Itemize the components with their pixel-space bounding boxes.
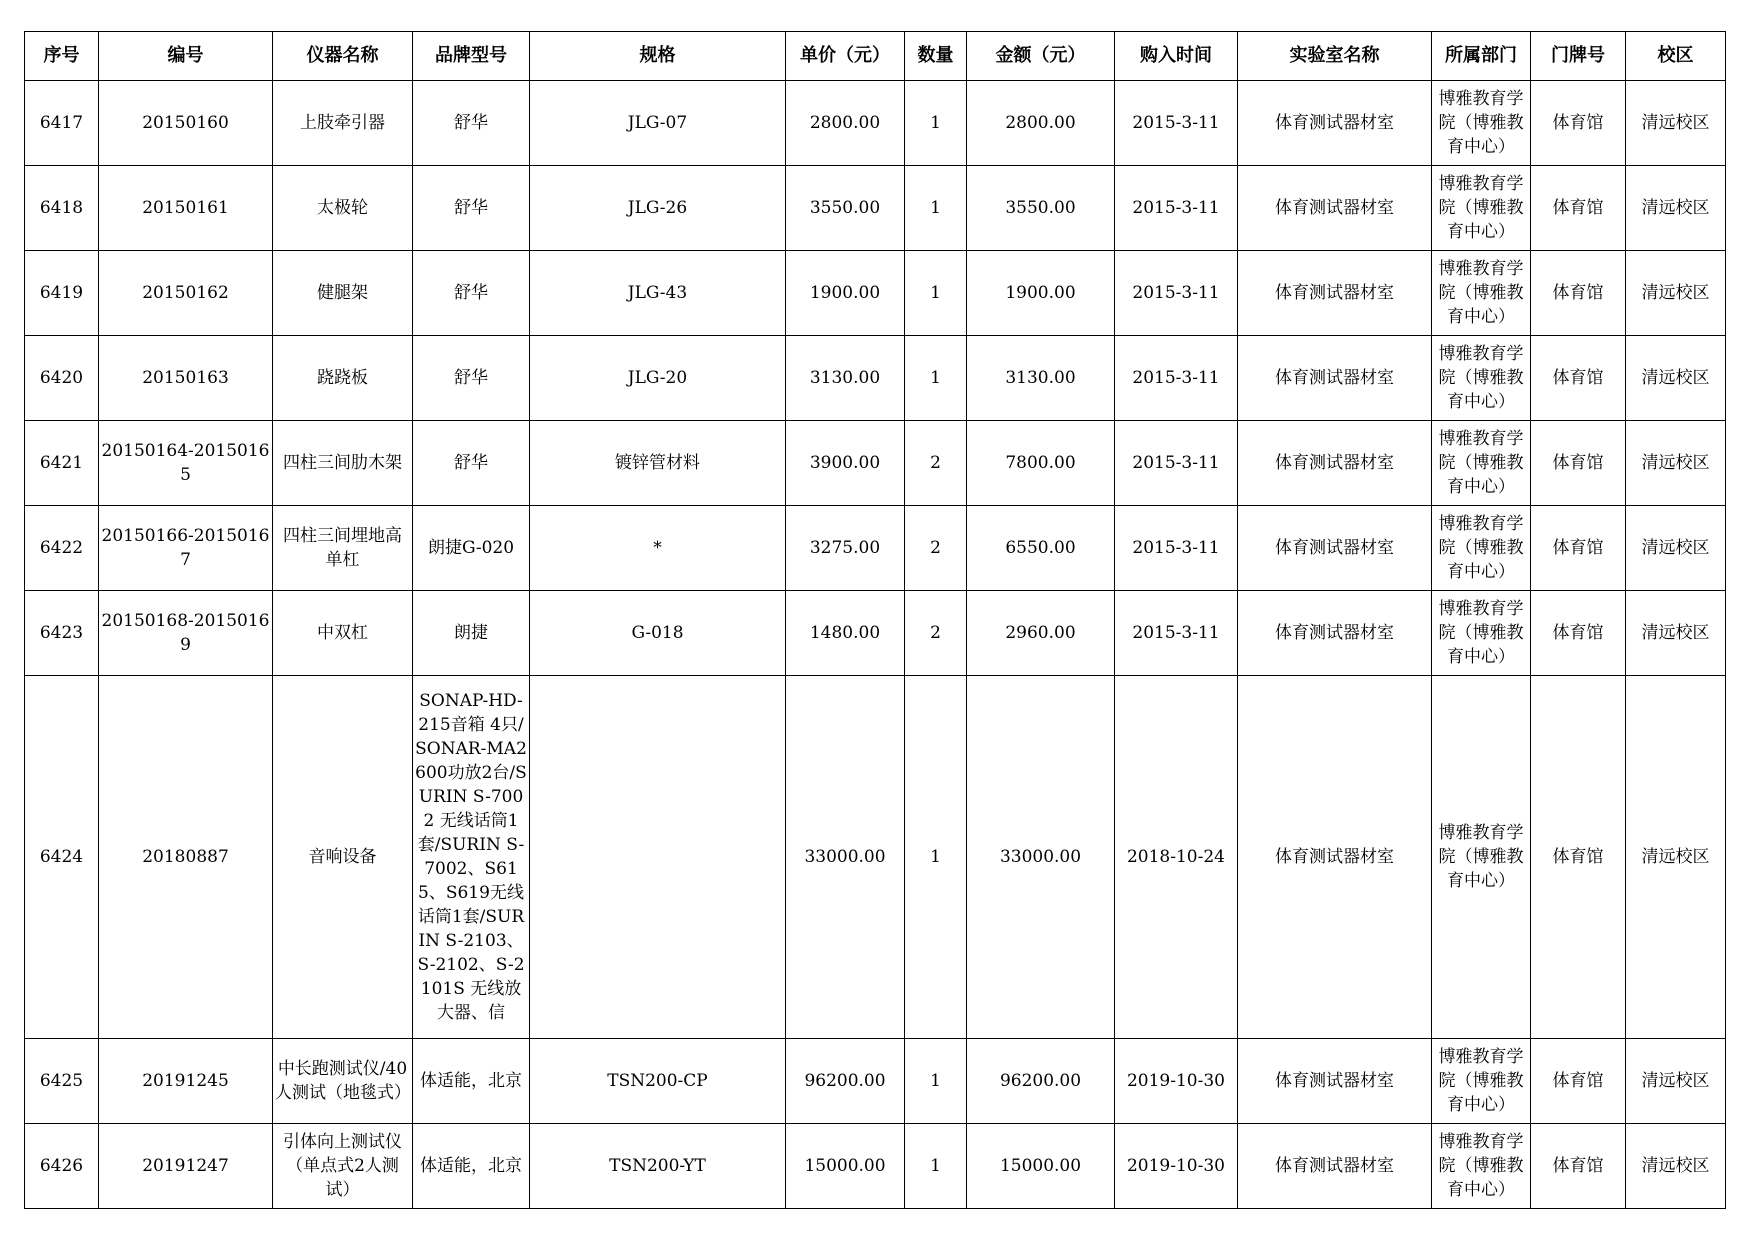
cell-campus: 清远校区 <box>1626 421 1726 506</box>
table-row <box>25 166 1726 251</box>
cell-seq: 6419 <box>25 251 99 336</box>
cell-code: 20191247 <box>99 1124 273 1209</box>
cell-price: 3900.00 <box>786 421 905 506</box>
cell-amount: 2960.00 <box>967 591 1115 676</box>
cell-dept <box>1432 421 1531 506</box>
cell-campus: 清远校区 <box>1626 81 1726 166</box>
table-body <box>25 81 1726 1209</box>
cell-seq: 6425 <box>25 1039 99 1124</box>
cell-brand: 体适能，北京 <box>413 1039 530 1124</box>
cell-amount: 2800.00 <box>967 81 1115 166</box>
cell-price: 3130.00 <box>786 336 905 421</box>
cell-dept <box>1432 336 1531 421</box>
cell-code: 20150164-20150165 <box>99 421 273 506</box>
cell-name: 健腿架 <box>273 251 413 336</box>
dept-text: 博雅教育学院（博雅教育中心） <box>1438 174 1524 242</box>
cell-lab: 体育测试器材室 <box>1238 81 1432 166</box>
cell-seq: 6424 <box>25 676 99 1039</box>
cell-dept <box>1432 591 1531 676</box>
cell-name: 跷跷板 <box>273 336 413 421</box>
table-row <box>25 506 1726 591</box>
cell-room: 体育馆 <box>1531 81 1626 166</box>
cell-qty: 1 <box>905 166 967 251</box>
dept-text: 博雅教育学院（博雅教育中心） <box>1438 259 1524 327</box>
cell-amount: 1900.00 <box>967 251 1115 336</box>
cell-room: 体育馆 <box>1531 251 1626 336</box>
cell-price: 1900.00 <box>786 251 905 336</box>
dept-text: 博雅教育学院（博雅教育中心） <box>1438 89 1524 157</box>
cell-qty: 1 <box>905 676 967 1039</box>
cell-date: 2015-3-11 <box>1115 591 1238 676</box>
cell-price: 1480.00 <box>786 591 905 676</box>
cell-brand: 舒华 <box>413 421 530 506</box>
cell-name: 四柱三间肋木架 <box>273 421 413 506</box>
cell-name: 太极轮 <box>273 166 413 251</box>
table-row <box>25 1039 1726 1124</box>
dept-text: 博雅教育学院（博雅教育中心） <box>1438 599 1524 667</box>
cell-dept <box>1432 1039 1531 1124</box>
cell-lab: 体育测试器材室 <box>1238 251 1432 336</box>
cell-spec: TSN200-CP <box>530 1039 786 1124</box>
cell-room: 体育馆 <box>1531 591 1626 676</box>
cell-campus: 清远校区 <box>1626 591 1726 676</box>
cell-dept <box>1432 251 1531 336</box>
header-seq: 序号 <box>25 32 99 81</box>
dept-text: 博雅教育学院（博雅教育中心） <box>1438 429 1524 497</box>
cell-lab: 体育测试器材室 <box>1238 591 1432 676</box>
cell-dept <box>1432 166 1531 251</box>
table-row <box>25 591 1726 676</box>
table-row <box>25 336 1726 421</box>
header-dept: 所属部门 <box>1432 32 1531 81</box>
cell-amount: 33000.00 <box>967 676 1115 1039</box>
header-qty: 数量 <box>905 32 967 81</box>
cell-lab: 体育测试器材室 <box>1238 166 1432 251</box>
cell-seq: 6418 <box>25 166 99 251</box>
cell-spec: JLG-26 <box>530 166 786 251</box>
cell-code: 20150166-20150167 <box>99 506 273 591</box>
dept-text: 博雅教育学院（博雅教育中心） <box>1438 514 1524 582</box>
cell-code: 20150161 <box>99 166 273 251</box>
cell-qty: 2 <box>905 506 967 591</box>
dept-text: 博雅教育学院（博雅教育中心） <box>1438 1132 1524 1200</box>
cell-seq: 6426 <box>25 1124 99 1209</box>
cell-date: 2015-3-11 <box>1115 81 1238 166</box>
dept-text: 博雅教育学院（博雅教育中心） <box>1438 344 1524 412</box>
cell-seq: 6420 <box>25 336 99 421</box>
cell-brand: 舒华 <box>413 251 530 336</box>
cell-code: 20150160 <box>99 81 273 166</box>
cell-room: 体育馆 <box>1531 1039 1626 1124</box>
cell-date: 2015-3-11 <box>1115 421 1238 506</box>
cell-dept <box>1432 506 1531 591</box>
cell-lab: 体育测试器材室 <box>1238 421 1432 506</box>
cell-room: 体育馆 <box>1531 166 1626 251</box>
header-campus: 校区 <box>1626 32 1726 81</box>
cell-code: 20150162 <box>99 251 273 336</box>
cell-seq: 6423 <box>25 591 99 676</box>
cell-qty: 1 <box>905 251 967 336</box>
cell-price: 15000.00 <box>786 1124 905 1209</box>
cell-lab: 体育测试器材室 <box>1238 1124 1432 1209</box>
cell-spec: 镀锌管材料 <box>530 421 786 506</box>
table-row <box>25 251 1726 336</box>
cell-brand: 舒华 <box>413 166 530 251</box>
cell-price: 33000.00 <box>786 676 905 1039</box>
cell-lab: 体育测试器材室 <box>1238 1039 1432 1124</box>
cell-lab: 体育测试器材室 <box>1238 676 1432 1039</box>
header-spec: 规格 <box>530 32 786 81</box>
cell-campus: 清远校区 <box>1626 506 1726 591</box>
cell-code: 20150168-20150169 <box>99 591 273 676</box>
cell-room: 体育馆 <box>1531 336 1626 421</box>
cell-campus: 清远校区 <box>1626 166 1726 251</box>
cell-brand: 体适能，北京 <box>413 1124 530 1209</box>
cell-name: 四柱三间埋地高单杠 <box>273 506 413 591</box>
header-row <box>25 32 1726 81</box>
cell-spec: G-018 <box>530 591 786 676</box>
table-row <box>25 81 1726 166</box>
cell-name: 中双杠 <box>273 591 413 676</box>
dept-text: 博雅教育学院（博雅教育中心） <box>1438 1047 1524 1115</box>
cell-seq: 6421 <box>25 421 99 506</box>
header-price: 单价（元） <box>786 32 905 81</box>
cell-seq: 6422 <box>25 506 99 591</box>
cell-name: 音响设备 <box>273 676 413 1039</box>
cell-date: 2015-3-11 <box>1115 251 1238 336</box>
cell-dept <box>1432 676 1531 1039</box>
header-room: 门牌号 <box>1531 32 1626 81</box>
cell-name: 上肢牵引器 <box>273 81 413 166</box>
cell-spec: JLG-07 <box>530 81 786 166</box>
cell-qty: 1 <box>905 81 967 166</box>
cell-spec: JLG-43 <box>530 251 786 336</box>
cell-price: 3275.00 <box>786 506 905 591</box>
cell-room: 体育馆 <box>1531 421 1626 506</box>
equipment-table <box>24 31 1726 1209</box>
cell-date: 2015-3-11 <box>1115 166 1238 251</box>
header-brand: 品牌型号 <box>413 32 530 81</box>
header-amount: 金额（元） <box>967 32 1115 81</box>
cell-qty: 1 <box>905 1039 967 1124</box>
cell-seq: 6417 <box>25 81 99 166</box>
header-lab: 实验室名称 <box>1238 32 1432 81</box>
cell-lab: 体育测试器材室 <box>1238 336 1432 421</box>
cell-amount: 3550.00 <box>967 166 1115 251</box>
cell-spec: JLG-20 <box>530 336 786 421</box>
cell-brand: 舒华 <box>413 336 530 421</box>
cell-brand: 朗捷 <box>413 591 530 676</box>
cell-campus: 清远校区 <box>1626 251 1726 336</box>
cell-price: 2800.00 <box>786 81 905 166</box>
cell-qty: 1 <box>905 336 967 421</box>
table-row <box>25 1124 1726 1209</box>
cell-name: 引体向上测试仪（单点式2人测试） <box>273 1124 413 1209</box>
cell-code: 20180887 <box>99 676 273 1039</box>
cell-campus: 清远校区 <box>1626 676 1726 1039</box>
cell-amount: 6550.00 <box>967 506 1115 591</box>
cell-amount: 15000.00 <box>967 1124 1115 1209</box>
cell-date: 2015-3-11 <box>1115 506 1238 591</box>
cell-campus: 清远校区 <box>1626 1039 1726 1124</box>
cell-brand: 舒华 <box>413 81 530 166</box>
brand-text: SONAP-HD-215音箱 4只/SONAR-MA2600功放2台/SURIN S-7002 无线话筒1套/SURIN S-7002、S615、S619无线话筒1套/SURIN S-2103、S-2102、S-2101S 无线放大器、信 <box>415 691 527 1023</box>
cell-brand: 朗捷G-020 <box>413 506 530 591</box>
cell-dept <box>1432 81 1531 166</box>
cell-campus: 清远校区 <box>1626 1124 1726 1209</box>
cell-amount: 7800.00 <box>967 421 1115 506</box>
cell-room: 体育馆 <box>1531 676 1626 1039</box>
cell-room: 体育馆 <box>1531 1124 1626 1209</box>
cell-qty: 2 <box>905 591 967 676</box>
header-code: 编号 <box>99 32 273 81</box>
header-name: 仪器名称 <box>273 32 413 81</box>
cell-amount: 96200.00 <box>967 1039 1115 1124</box>
cell-campus: 清远校区 <box>1626 336 1726 421</box>
cell-name: 中长跑测试仪/40人测试（地毯式） <box>273 1039 413 1124</box>
cell-brand <box>413 676 530 1039</box>
cell-date: 2018-10-24 <box>1115 676 1238 1039</box>
cell-spec: TSN200-YT <box>530 1124 786 1209</box>
cell-code: 20150163 <box>99 336 273 421</box>
header-date: 购入时间 <box>1115 32 1238 81</box>
cell-date: 2015-3-11 <box>1115 336 1238 421</box>
cell-date: 2019-10-30 <box>1115 1039 1238 1124</box>
cell-code: 20191245 <box>99 1039 273 1124</box>
cell-spec: * <box>530 506 786 591</box>
cell-lab: 体育测试器材室 <box>1238 506 1432 591</box>
cell-price: 96200.00 <box>786 1039 905 1124</box>
dept-text: 博雅教育学院（博雅教育中心） <box>1438 823 1524 891</box>
cell-room: 体育馆 <box>1531 506 1626 591</box>
cell-amount: 3130.00 <box>967 336 1115 421</box>
cell-dept <box>1432 1124 1531 1209</box>
cell-price: 3550.00 <box>786 166 905 251</box>
cell-qty: 2 <box>905 421 967 506</box>
cell-qty: 1 <box>905 1124 967 1209</box>
table-row <box>25 676 1726 1039</box>
cell-date: 2019-10-30 <box>1115 1124 1238 1209</box>
cell-spec <box>530 676 786 1039</box>
table-row <box>25 421 1726 506</box>
